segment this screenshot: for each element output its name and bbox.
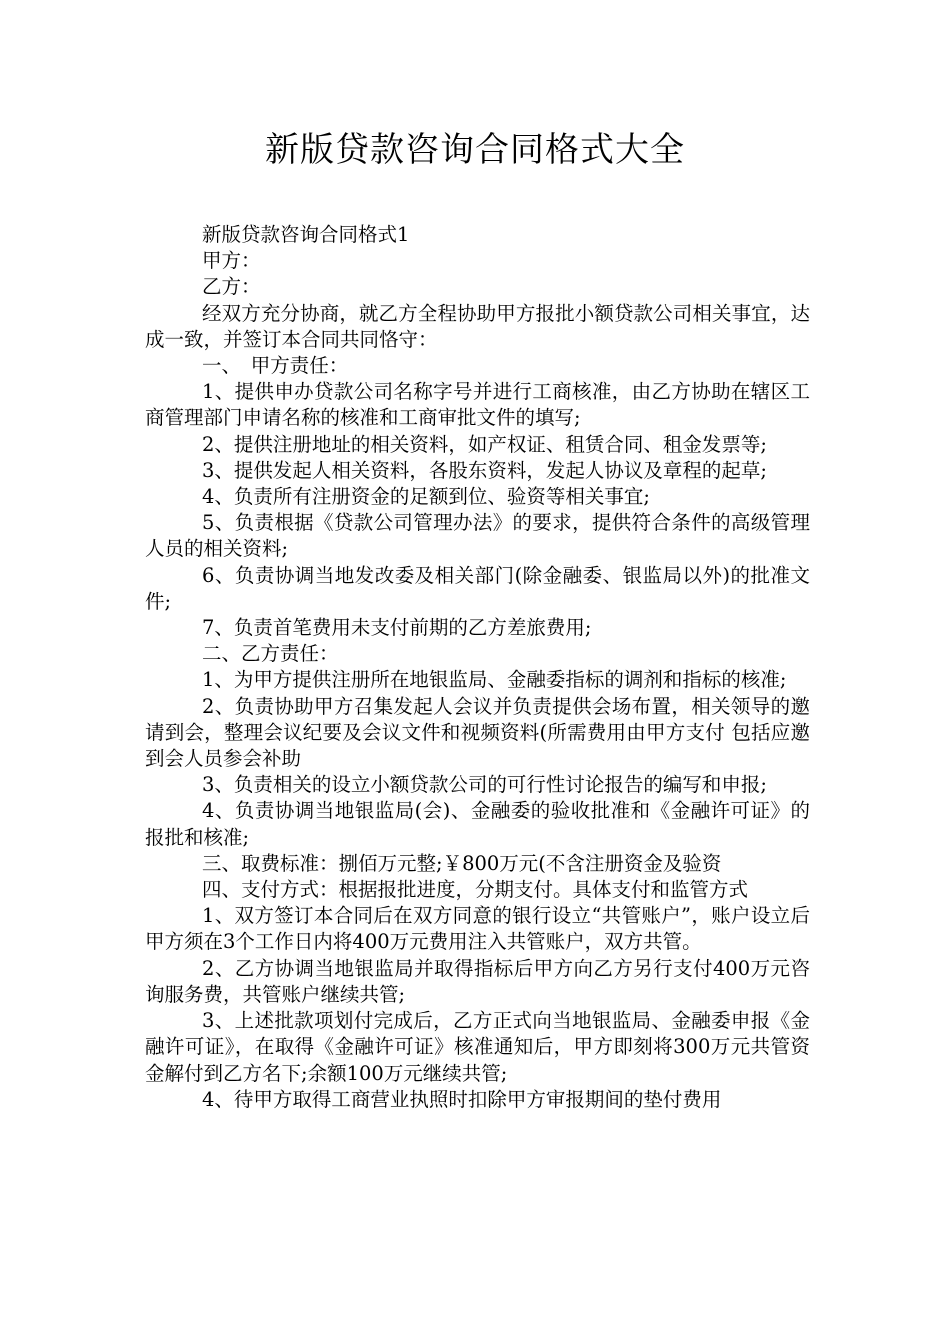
paragraph: 乙方： [202,275,261,299]
paragraph: 2、负责协助甲方召集发起人会议并负责提供会场布置，相关领导的邀请到会，整理会议纪要及会议文件和视频资料(所需费用由甲方支付 包括应邀到会人员参会补助 [145,694,810,771]
paragraph: 1、提供申办贷款公司名称字号并进行工商核准，由乙方协助在辖区工商管理部门申请名称的核准和工商审批文件的填写; [145,380,810,430]
paragraph: 4、负责协调当地银监局(会)、金融委的验收批准和《金融许可证》的报批和核准; [145,799,810,849]
paragraph: 甲方： [202,249,261,273]
section-heading: 三、取费标准：捌佰万元整;￥800万元(不含注册资金及验资 [202,851,722,875]
paragraph: 7、负责首笔费用未支付前期的乙方差旅费用; [202,616,592,640]
paragraph: 3、上述批款项划付完成后，乙方正式向当地银监局、金融委申报《金融许可证》，在取得《金融许可证》核准通知后，甲方即刻将300万元共管资金解付到乙方名下;余额100万元继续共管; [145,1009,810,1085]
paragraph: 1、双方签订本合同后在双方同意的银行设立“共管账户”，账户设立后甲方须在3个工作日内将400万元费用注入共管账户，双方共管。 [145,904,810,954]
document-title: 新版贷款咨询合同格式大全 [265,130,685,170]
paragraph: 4、待甲方取得工商营业执照时扣除甲方审报期间的垫付费用 [202,1087,722,1111]
paragraph: 3、提供发起人相关资料，各股东资料，发起人协议及章程的起草; [202,458,767,482]
paragraph: 5、负责根据《贷款公司管理办法》的要求，提供符合条件的高级管理人员的相关资料; [145,511,810,561]
paragraph: 4、负责所有注册资金的足额到位、验资等相关事宜; [202,485,650,509]
paragraph: 2、提供注册地址的相关资料，如产权证、租赁合同、租金发票等; [202,432,767,456]
paragraph: 1、为甲方提供注册所在地银监局、金融委指标的调剂和指标的核准; [202,668,787,692]
paragraph: 2、乙方协调当地银监局并取得指标后甲方向乙方另行支付400万元咨询服务费，共管账户继续共管; [145,956,810,1006]
paragraph: 6、负责协调当地发改委及相关部门(除金融委、银监局以外)的批准文件; [145,563,810,613]
paragraph: 3、负责相关的设立小额贷款公司的可行性讨论报告的编写和申报; [202,773,767,797]
paragraph: 经双方充分协商，就乙方全程协助甲方报批小额贷款公司相关事宜，达成一致，并签订本合同共同恪守： [145,301,810,351]
document-body [145,222,810,1113]
section-heading: 四、支付方式：根据报批进度，分期支付。具体支付和监管方式 [202,878,749,902]
section-heading: 一、 甲方责任： [202,354,349,378]
paragraph: 新版贷款咨询合同格式1 [202,223,410,246]
section-heading: 二、乙方责任： [202,642,339,666]
